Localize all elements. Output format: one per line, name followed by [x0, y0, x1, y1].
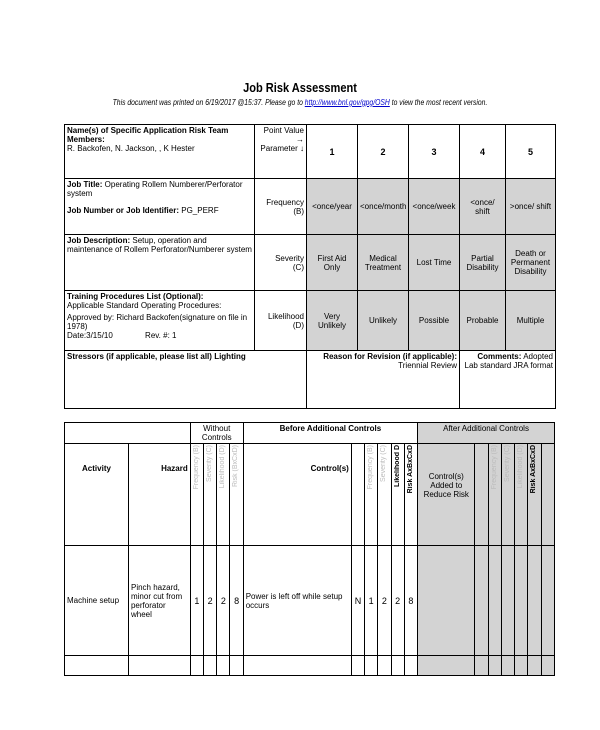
after-likelihood-header — [515, 444, 528, 546]
severity-1: First Aid Only — [307, 235, 358, 291]
likelihood-1: Very Unlikely — [307, 291, 358, 351]
without-risk-label: Risk (BxCxD) — [232, 445, 240, 487]
before-frequency-value: 1 — [365, 546, 378, 656]
after-severity-label: Severity (C) — [503, 445, 511, 482]
subtitle-prefix: This document was printed on 6/19/2017 @15:37. Please go to — [112, 98, 303, 107]
empty-row-activity — [65, 656, 129, 676]
blank-header — [65, 423, 191, 444]
without-likelihood-value: 2 — [217, 546, 230, 656]
job-title-value: Operating Rollem Numberer/Perforator system — [67, 180, 243, 198]
without-frequency-header — [190, 444, 203, 546]
likelihood-label: Likelihood — [267, 311, 304, 321]
approved-by: Approved by: Richard Backofen(signature on file in 1978) — [67, 313, 248, 331]
osh-link[interactable]: http://www.bnl.gov/gpg/OSH — [304, 98, 390, 107]
comments-label: Comments: — [477, 352, 522, 361]
scale-col-5: 5 — [506, 125, 556, 179]
after-likelihood-label: Likelihood (D) — [517, 445, 525, 489]
team-label: Name(s) of Specific Application Risk Team Members: — [67, 126, 229, 144]
before-severity-header — [378, 444, 391, 546]
after-extra-header — [541, 444, 554, 546]
before-likelihood-header — [391, 444, 404, 546]
without-severity-label: Severity (C) — [206, 445, 213, 482]
controls-added-cell — [418, 546, 475, 656]
comments-cell — [460, 351, 556, 409]
subtitle-suffix: to view the most recent version. — [391, 98, 488, 107]
assessment-header-table — [64, 124, 556, 409]
training-value: Applicable Standard Operating Procedures: — [67, 301, 222, 310]
job-title-cell — [65, 179, 255, 235]
before-likelihood-label: Likelihood D — [393, 445, 401, 487]
likelihood-header — [255, 291, 307, 351]
controls-added-header: Control(s) Added to Reduce Risk — [418, 444, 475, 546]
job-description-cell — [65, 235, 255, 291]
approval-date: Date:3/15/10 — [67, 331, 113, 340]
job-title-label: Job Title: — [67, 180, 103, 189]
without-risk-value: 8 — [230, 546, 243, 656]
controls-table — [64, 422, 555, 676]
scale-col-1: 1 — [307, 125, 358, 179]
severity-4: Partial Disability — [460, 235, 506, 291]
severity-header — [255, 235, 307, 291]
before-risk-header — [404, 444, 417, 546]
document-subtitle — [45, 98, 555, 107]
before-severity-label: Severity (C) — [380, 445, 388, 482]
stressors-value: Lighting — [214, 352, 246, 361]
severity-code: (C) — [292, 262, 304, 272]
activity-header: Activity — [65, 444, 129, 546]
frequency-code: (B) — [293, 206, 304, 216]
empty-row-hazard — [128, 656, 190, 676]
training-label: Training Procedures List (Optional): — [67, 292, 204, 301]
frequency-4: <once/ shift — [460, 179, 506, 235]
before-severity-value: 2 — [378, 546, 391, 656]
frequency-3: <once/week — [409, 179, 460, 235]
scale-col-2: 2 — [358, 125, 409, 179]
before-controls-header: Before Additional Controls — [243, 423, 417, 444]
stressors-cell — [65, 351, 307, 409]
after-frequency-cell — [488, 546, 501, 656]
likelihood-3: Possible — [409, 291, 460, 351]
without-frequency-label: Frequency (B) — [192, 445, 200, 490]
comments-value: Adopted Lab standard JRA format — [464, 352, 553, 370]
scale-col-3: 3 — [409, 125, 460, 179]
after-severity-cell — [501, 546, 514, 656]
point-value-header — [255, 125, 307, 179]
hazard-header: Hazard — [128, 444, 190, 546]
revision-number: Rev. #: 1 — [145, 331, 177, 340]
document-title: Job Risk Assessment — [243, 80, 357, 95]
job-id-label: Job Number or Job Identifier: — [67, 206, 180, 215]
after-applies-header — [475, 444, 488, 546]
without-severity-value: 2 — [204, 546, 217, 656]
after-controls-header: After Additional Controls — [418, 423, 555, 444]
without-likelihood-label: Likelihood (D) — [219, 445, 227, 489]
without-severity-header — [204, 444, 217, 546]
after-likelihood-cell — [515, 546, 528, 656]
arrow-right-icon: → — [296, 135, 304, 144]
team-cell — [65, 125, 255, 179]
job-description-label: Job Description: — [67, 236, 131, 245]
scale-col-4: 4 — [460, 125, 506, 179]
after-applies-cell — [475, 546, 488, 656]
revision-cell — [307, 351, 460, 409]
revision-label: Reason for Revision (if applicable): — [323, 352, 457, 361]
before-frequency-header — [365, 444, 378, 546]
after-risk-header — [528, 444, 541, 546]
likelihood-code: (D) — [292, 320, 304, 330]
empty-row-controls — [243, 656, 351, 676]
without-risk-header — [230, 444, 243, 546]
after-risk-cell — [528, 546, 541, 656]
job-description-value: Setup, operation and maintenance of Rollem Perforator/Numberer system — [67, 236, 252, 254]
severity-5: Death or Permanent Disability — [506, 235, 556, 291]
severity-label: Severity — [275, 253, 304, 263]
frequency-1: <once/year — [307, 179, 358, 235]
job-id-value: PG_PERF — [181, 206, 219, 215]
point-value-label: Point Value — [263, 126, 304, 135]
likelihood-4: Probable — [460, 291, 506, 351]
without-frequency-value: 1 — [190, 546, 203, 656]
before-frequency-label: Frequency (B) — [367, 445, 375, 490]
team-members: R. Backofen, N. Jackson, , K Hester — [67, 144, 195, 153]
frequency-header — [255, 179, 307, 235]
after-frequency-label: Frequency (B) — [490, 445, 498, 490]
before-applies-value: N — [351, 546, 364, 656]
after-frequency-header — [488, 444, 501, 546]
likelihood-5: Multiple — [506, 291, 556, 351]
before-likelihood-value: 2 — [391, 546, 404, 656]
controls-cell: Power is left off while setup occurs — [243, 546, 351, 656]
without-controls-header: Without Controls — [190, 423, 243, 444]
before-applies-header — [351, 444, 364, 546]
stressors-label: Stressors (if applicable, please list all) — [67, 352, 212, 361]
frequency-5: >once/ shift — [506, 179, 556, 235]
frequency-2: <once/month — [358, 179, 409, 235]
severity-3: Lost Time — [409, 235, 460, 291]
hazard-cell: Pinch hazard, minor cut from perforator wheel — [128, 546, 190, 656]
without-likelihood-header — [217, 444, 230, 546]
activity-cell: Machine setup — [65, 546, 129, 656]
revision-value: Triennial Review — [398, 361, 457, 370]
severity-2: Medical Treatment — [358, 235, 409, 291]
training-cell — [65, 291, 255, 351]
before-risk-value: 8 — [404, 546, 417, 656]
controls-header: Control(s) — [243, 444, 351, 546]
likelihood-2: Unlikely — [358, 291, 409, 351]
parameter-label: Parameter ↓ — [260, 144, 304, 153]
after-risk-label: Risk AxBxCxD — [530, 445, 538, 494]
before-risk-label: Risk AxBxCxD — [406, 445, 414, 494]
after-extra-cell — [541, 546, 554, 656]
frequency-label: Frequency — [266, 197, 304, 207]
after-severity-header — [501, 444, 514, 546]
